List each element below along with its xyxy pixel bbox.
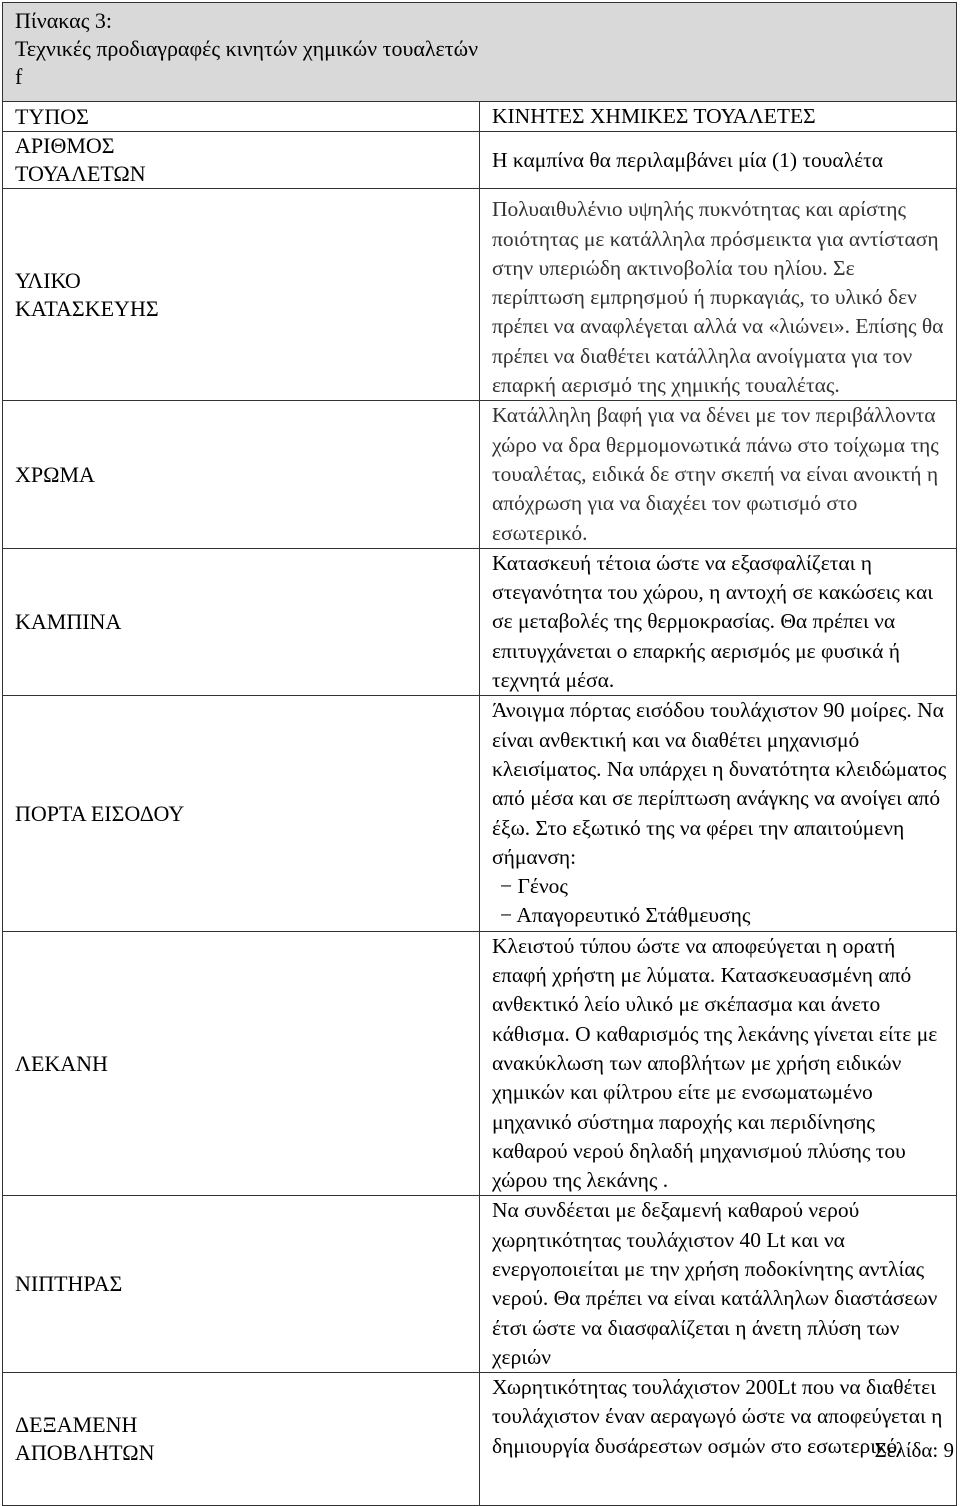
row-value: ΚΙΝΗΤΕΣ ΧΗΜΙΚΕΣ ΤΟΥΑΛΕΤΕΣ [480, 102, 957, 132]
row-value: Κατάλληλη βαφή για να δένει με τον περιβάλλοντα χώρο να δρα θερμομονωτικά πάνω στο τοίχωμα της τουαλέτας, ειδικά δε στην σκεπή να είναι ανοικτή η απόχρωση για να διαχέει τον φωτισμό στο εσωτερικό. [480, 401, 957, 548]
row-label: ΥΛΙΚΟ ΚΑΤΑΣΚΕΥΗΣ [3, 189, 480, 401]
table-caption [3, 3, 957, 102]
row-label: ΧΡΩΜΑ [3, 401, 480, 548]
row-value: Κλειστού τύπου ώστε να αποφεύγεται η ορατή επαφή χρήστη με λύματα. Κατασκευασμένη από ανθεκτικό λείο υλικό με σκέπασμα και άνετο κάθισμα. Ο καθαρισμός της λεκάνης γίνεται είτε με ανακύκλωση των αποβλήτων με χρήση ειδικών χημικών και φίλτρου είτε με ενσωματωμένο μηχανικό σύστημα παροχής και περιδίνησης καθαρού νερού δηλαδή μηχανισμού πλύσης του χώρου της λεκάνης . [480, 931, 957, 1196]
row-label: ΤΥΠΟΣ [3, 102, 480, 132]
caption-subtitle: Τεχνικές προδιαγραφές κινητών χημικών τουαλετών [15, 36, 479, 61]
page-number: Σελίδα: 9 [874, 1438, 954, 1462]
table-row-toilet-bowl [3, 931, 957, 1196]
caption-extra: f [15, 64, 23, 89]
specifications-table [2, 2, 957, 1506]
row-value: Η καμπίνα θα περιλαμβάνει μία (1) τουαλέτα [480, 132, 957, 189]
caption-title: Πίνακας 3: [15, 8, 113, 33]
table-row-cabin [3, 548, 957, 695]
table-row-color [3, 401, 957, 548]
row-value: Πολυαιθυλένιο υψηλής πυκνότητας και αρίστης ποιότητας με κατάλληλα πρόσμεικτα για αντίσταση στην υπεριώδη ακτινοβολία του ηλίου. Σε περίπτωση εμπρησμού ή πυρκαγιάς, το υλικό δεν πρέπει να αναφλέγεται αλλά να «λιώνει». Επίσης θα πρέπει να διαθέτει κατάλληλα ανοίγματα για τον επαρκή αερισμό της χημικής τουαλέτας. [480, 189, 957, 401]
row-value: Χωρητικότητας τουλάχιστον 200Lt που να διαθέτει τουλάχιστον έναν αεραγωγό ώστε να αποφεύγεται η δημιουργία δυσάρεστων οσμών στο εσωτερικό. [480, 1373, 957, 1506]
row-label: ΝΙΠΤΗΡΑΣ [3, 1196, 480, 1373]
row-label: ΛΕΚΑΝΗ [3, 931, 480, 1196]
row-label: ΑΡΙΘΜΟΣ ΤΟΥΑΛΕΤΩΝ [3, 132, 480, 189]
table-row-door [3, 696, 957, 931]
table-row-toilet-count [3, 132, 957, 189]
table-caption-row [3, 3, 957, 102]
signage-item: − Γένος [500, 874, 568, 899]
signage-item: − Απαγορευτικό Στάθμευσης [500, 903, 751, 928]
table-row-sink [3, 1196, 957, 1373]
row-value: Κατασκευή τέτοια ώστε να εξασφαλίζεται η στεγανότητα του χώρου, η αντοχή σε κακώσεις και σε μεταβολές της θερμοκρασίας. Θα πρέπει να επιτυγχάνεται ο επαρκής αερισμός με φυσικά ή τεχνητά μέσα. [480, 548, 957, 695]
row-label: ΠΟΡΤΑ ΕΙΣΟΔΟΥ [3, 696, 480, 931]
row-value: Να συνδέεται με δεξαμενή καθαρού νερού χωρητικότητας τουλάχιστον 40 Lt και να ενεργοποιείται με την χρήση ποδοκίνητης αντλίας νερού. Θα πρέπει να είναι κατάλληλων διαστάσεων έτσι ώστε να διασφαλίζεται η άνετη πλύση των χεριών [480, 1196, 957, 1373]
table-row-material [3, 189, 957, 401]
row-label: ΚΑΜΠΙΝΑ [3, 548, 480, 695]
table-row-waste-tank [3, 1373, 957, 1506]
row-label: ΔΕΞΑΜΕΝΗ ΑΠΟΒΛΗΤΩΝ [3, 1373, 480, 1506]
row-value: Άνοιγμα πόρτας εισόδου τουλάχιστον 90 μοίρες. Να είναι ανθεκτική και να διαθέτει μηχανισμό κλεισίματος. Να υπάρχει η δυνατότητα κλειδώματος από μέσα και σε περίπτωση ανάγκης να ανοίγει από έξω. Στο εξωτικό της να φέρει την απαιτούμενη σήμανση: − Γένος − Απαγορευτικό Στάθμευσης [480, 696, 957, 931]
table-row-type [3, 102, 957, 132]
